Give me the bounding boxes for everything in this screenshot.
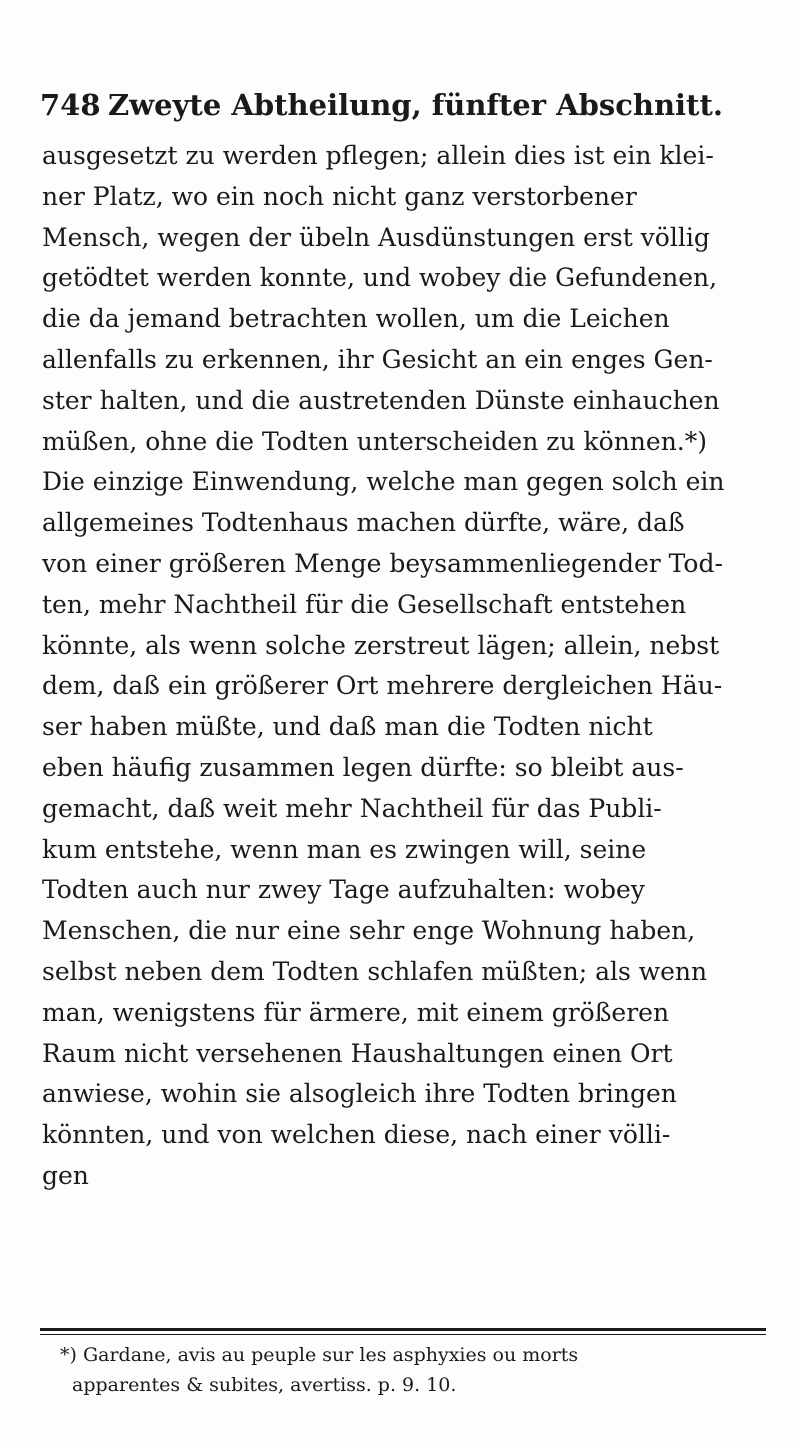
text-line: man, wenigstens für ärmere, mit einem größeren	[42, 997, 670, 1027]
text-line: Todten auch nur zwey Tage aufzuhalten: wobey	[42, 875, 645, 905]
text-line: allenfalls zu erkennen, ihr Gesicht an ein enges Gen-	[42, 344, 713, 374]
text-line: ser haben müßte, und daß man die Todten nicht	[42, 712, 653, 742]
text-line: Menschen, die nur eine sehr enge Wohnung haben,	[42, 916, 696, 946]
text-line: selbst neben dem Todten schlafen müßten; als wenn	[42, 956, 708, 986]
running-head	[40, 88, 760, 128]
text-line: allgemeines Todtenhaus machen dürfte, wäre, daß	[42, 508, 685, 538]
text-line: ner Platz, wo ein noch nicht ganz verstorbener	[42, 181, 637, 211]
text-line: kum entstehe, wenn man es zwingen will, seine	[42, 834, 647, 864]
page-number: 748	[40, 88, 101, 122]
text-line: die da jemand betrachten wollen, um die Leichen	[42, 304, 670, 334]
text-line: von einer größeren Menge beysammenliegender Tod-	[42, 548, 723, 578]
running-title: Zweyte Abtheilung, fünfter Abschnitt.	[108, 88, 723, 122]
text-line: Mensch, wegen der übeln Ausdünstungen erst völlig	[42, 222, 710, 252]
text-line: Die einzige Einwendung, welche man gegen solch ein	[42, 467, 725, 497]
text-line: Raum nicht versehenen Haushaltungen einen Ort	[42, 1038, 673, 1068]
footnote-line: *) Gardane, avis au peuple sur les asphyxies ou morts	[60, 1344, 579, 1366]
text-line: ten, mehr Nachtheil für die Gesellschaft entstehen	[42, 589, 687, 619]
footnote	[60, 1340, 780, 1400]
text-line: müßen, ohne die Todten unterscheiden zu können.*)	[42, 426, 707, 456]
text-line: könnte, als wenn solche zerstreut lägen; allein, nebst	[42, 630, 720, 660]
text-line: anwiese, wohin sie alsogleich ihre Todten bringen	[42, 1079, 677, 1109]
body-text	[42, 136, 782, 1197]
text-line: dem, daß ein größerer Ort mehrere dergleichen Häu-	[42, 671, 723, 701]
text-line: ausgesetzt zu werden pflegen; allein dies ist ein klei-	[42, 141, 714, 170]
footnote-divider-thin	[40, 1334, 766, 1335]
footnote-line: apparentes & subites, avertiss. p. 9. 10.	[72, 1374, 457, 1396]
text-line: gemacht, daß weit mehr Nachtheil für das Publi-	[42, 793, 662, 823]
text-line: ster halten, und die austretenden Dünste einhauchen	[42, 385, 720, 415]
text-line: gen	[42, 1160, 89, 1190]
text-line: könnten, und von welchen diese, nach einer völli-	[42, 1120, 671, 1150]
text-line: getödtet werden konnte, und wobey die Gefundenen,	[42, 263, 718, 293]
footnote-divider	[40, 1328, 766, 1331]
text-line: eben häufig zusammen legen dürfte: so bleibt aus-	[42, 752, 684, 782]
